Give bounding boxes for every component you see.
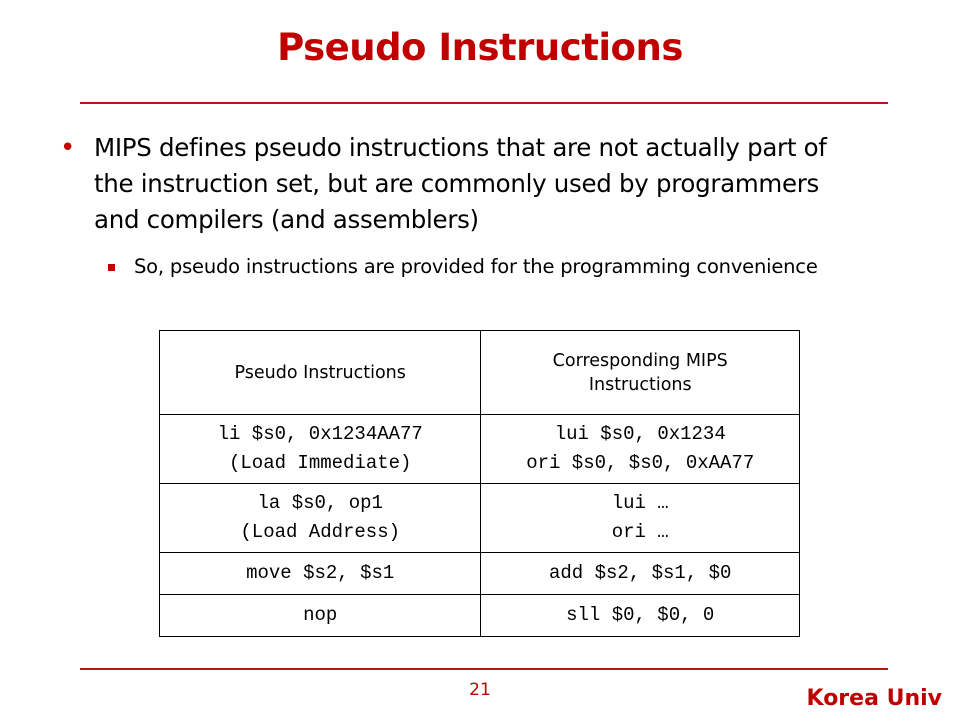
table-row — [160, 595, 800, 637]
sub-bullet — [108, 253, 848, 281]
pseudo-instructions-table — [159, 330, 800, 637]
mips-cell: lui $s0, 0x1234 ori $s0, $s0, 0xAA77 — [481, 415, 800, 484]
pseudo-cell: nop — [160, 595, 481, 637]
footer-divider — [80, 668, 888, 670]
mips-cell: lui … ori … — [481, 484, 800, 553]
footer-brand: Korea Univ — [806, 686, 942, 711]
header-pseudo-instructions: Pseudo Instructions — [160, 331, 481, 415]
main-bullet — [60, 130, 860, 238]
table-row — [160, 415, 800, 484]
table-row — [160, 484, 800, 553]
title-divider — [80, 102, 888, 104]
pseudo-cell: move $s2, $s1 — [160, 553, 481, 595]
slide-title: Pseudo Instructions — [277, 26, 683, 69]
pseudo-cell: li $s0, 0x1234AA77 (Load Immediate) — [160, 415, 481, 484]
table-row — [160, 553, 800, 595]
page-number: 21 — [469, 680, 491, 700]
bullet-square-icon — [108, 264, 115, 271]
pseudo-cell: la $s0, op1 (Load Address) — [160, 484, 481, 553]
header-corresponding-mips: Corresponding MIPS Instructions — [481, 331, 800, 415]
main-bullet-text: MIPS defines pseudo instructions that are not actually part of the instruction set, but are commonly used by programmers and compilers (and assemblers) — [94, 133, 827, 234]
bullet-dot-icon: • — [60, 133, 76, 163]
table-header-row — [160, 331, 800, 415]
mips-cell: add $s2, $s1, $0 — [481, 553, 800, 595]
mips-cell: sll $0, $0, 0 — [481, 595, 800, 637]
sub-bullet-text: So, pseudo instructions are provided for the programming convenience — [134, 255, 818, 278]
